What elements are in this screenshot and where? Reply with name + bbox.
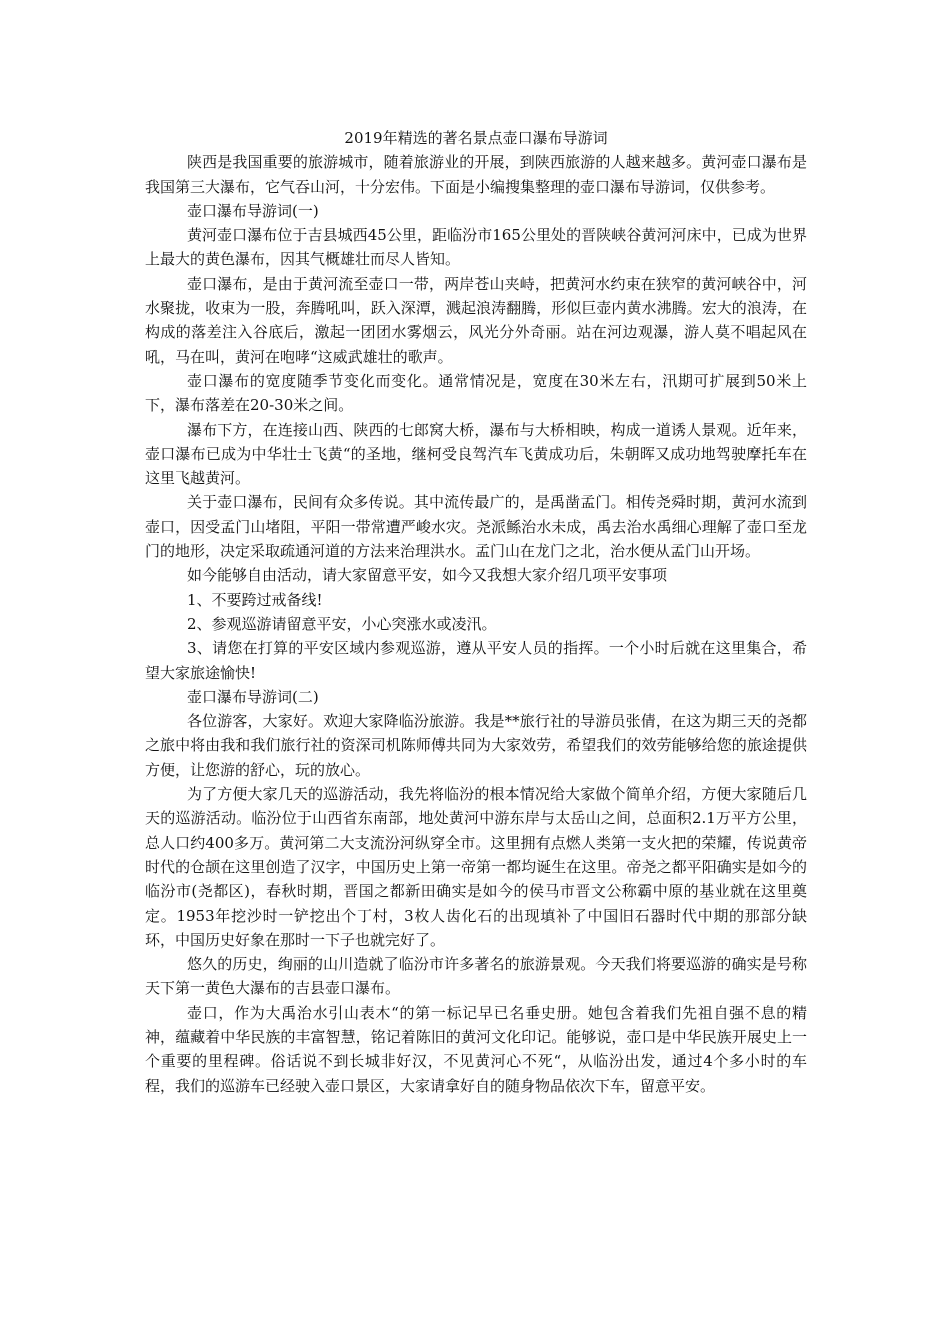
document-page xyxy=(145,126,807,1098)
section-heading-one: 壶口瀑布导游词(一) xyxy=(187,201,319,220)
paragraph: 关于壶口瀑布，民间有众多传说。其中流传最广的，是禹凿孟门。相传尧舜时期，黄河水流到壶口，因受孟门山堵阻，平阳一带常遭严峻水灾。尧派鲧治水未成，禹去治水禹细心理解了壶口至龙门的地形，决定采取疏通河道的方法来治理洪水。孟门山在龙门之北，治水便从孟门山开场。 xyxy=(145,493,807,561)
paragraph: 瀑布下方，在连接山西、陕西的七郎窝大桥，瀑布与大桥相映，构成一道诱人景观。近年来，壶口瀑布已成为中华壮士飞黄“的圣地，继柯受良驾汽车飞黄成功后，朱朝晖又成功地驾驶摩托车在这里飞越黄河。 xyxy=(145,420,807,488)
paragraph-intro: 陕西是我国重要的旅游城市，随着旅游业的开展，到陕西旅游的人越来越多。黄河壶口瀑布是我国第三大瀑布，它气吞山河，十分宏伟。下面是小编搜集整理的壶口瀑布导游词，仅供参考。 xyxy=(145,153,807,196)
section-heading-two: 壶口瀑布导游词(二) xyxy=(187,687,319,706)
paragraph: 壶口瀑布的宽度随季节变化而变化。通常情况是，宽度在30米左右，汛期可扩展到50米上下，瀑布落差在20-30米之间。 xyxy=(145,371,807,415)
paragraph: 悠久的历史，绚丽的山川造就了临汾市许多著名的旅游景观。今天我们将要巡游的确实是号称天下第一黄色大瀑布的吉县壶口瀑布。 xyxy=(145,955,807,998)
list-item: 2、参观巡游请留意平安，小心突涨水或凌汛。 xyxy=(187,614,497,633)
paragraph: 各位游客，大家好。欢迎大家降临汾旅游。我是**旅行社的导游员张倩，在这为期三天的尧都之旅中将由我和我们旅行社的资深司机陈师傅共同为大家效劳，希望我们的效劳能够给您的旅途提供方便，让您游的舒心，玩的放心。 xyxy=(145,712,807,779)
list-item: 3、请您在打算的平安区域内参观巡游，遵从平安人员的指挥。一个小时后就在这里集合，希望大家旅途愉快! xyxy=(145,639,807,682)
paragraph: 如今能够自由活动，请大家留意平安，如今又我想大家介绍几项平安事项 xyxy=(187,566,668,585)
paragraph: 黄河壶口瀑布位于吉县城西45公里，距临汾市165公里处的晋陕峡谷黄河河床中，已成为世界上最大的黄色瀑布，因其气概雄壮而尽人皆知。 xyxy=(145,226,807,269)
paragraph: 壶口瀑布，是由于黄河流至壶口一带，两岸苍山夹峙，把黄河水约束在狭窄的黄河峡谷中，河水聚拢，收束为一股，奔腾吼叫，跃入深潭，溅起浪涛翻腾，形似巨壶内黄水沸腾。宏大的浪涛，在构成的落差注入谷底后，激起一团团水雾烟云，风光分外奇丽。站在河边观瀑，游人莫不唱起风在吼，马在叫，黄河在咆哮“这威武雄壮的歌声。 xyxy=(145,274,807,366)
paragraph: 壶口，作为大禹治水引山表木“的第一标记早已名垂史册。她包含着我们先祖自强不息的精神，蕴藏着中华民族的丰富智慧，铭记着陈旧的黄河文化印记。能够说，壶口是中华民族开展史上一个重要的里程碑。俗话说不到长城非好汉，不见黄河心不死“，从临汾出发，通过4个多小时的车程，我们的巡游车已经驶入壶口景区，大家请拿好自的随身物品依次下车，留意平安。 xyxy=(145,1003,807,1095)
paragraph: 为了方便大家几天的巡游活动，我先将临汾的根本情况给大家做个简单介绍，方便大家随后几天的巡游活动。临汾位于山西省东南部，地处黄河中游东岸与太岳山之间，总面积2.1万平方公里，总人口约400多万。黄河第二大支流汾河纵穿全市。这里拥有点燃人类第一支火把的荣耀，传说黄帝时代的仓颉在这里创造了汉字，中国历史上第一帝第一都均诞生在这里。帝尧之都平阳确实是如今的临汾市(尧都区)，春秋时期，晋国之都新田确实是如今的侯马市晋文公称霸中原的基业就在这里奠定。1953年挖沙时一铲挖出个丁村，3枚人齿化石的出现填补了中国旧石器时代中期的那部分缺环，中国历史好象在那时一下子也就完好了。 xyxy=(145,785,807,949)
list-item: 1、不要跨过戒备线! xyxy=(187,590,323,609)
document-title: 2019年精选的著名景点壶口瀑布导游词 xyxy=(344,129,608,147)
